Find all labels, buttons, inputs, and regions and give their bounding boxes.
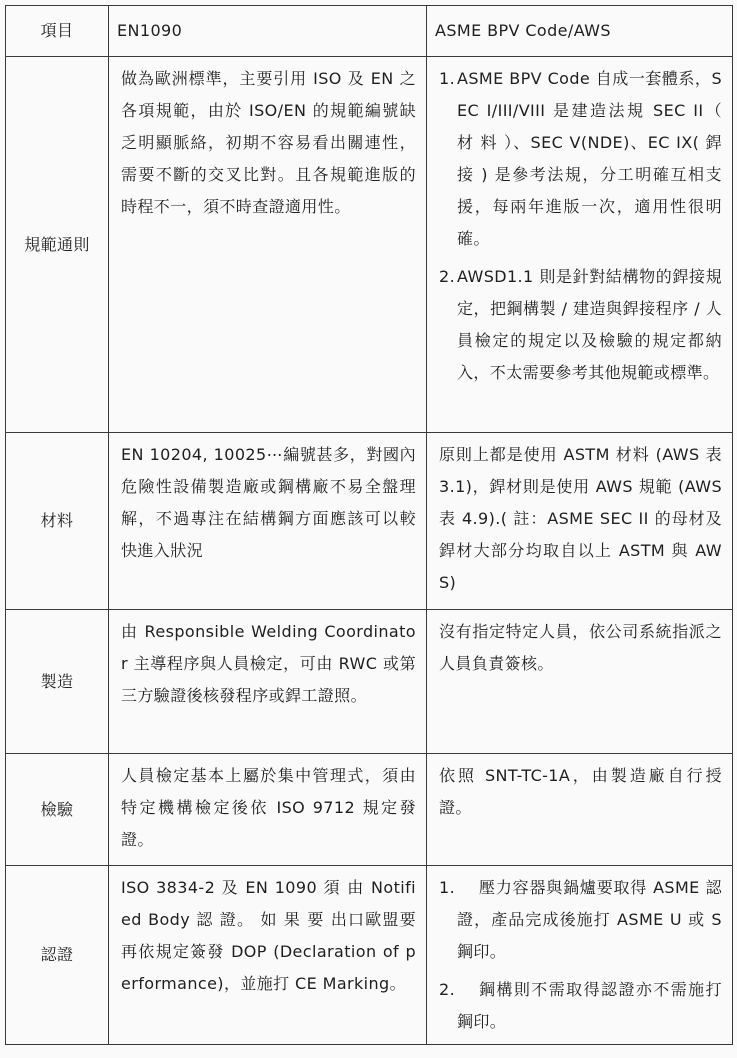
en1090-cell: EN 10204, 10025⋯編號甚多，對國內危險性設備製造廠或鋼構廠不易全盤理解，不過專注在結構鋼方面應該可以較快進入狀況 <box>109 433 427 610</box>
item-number: 1. <box>439 878 456 897</box>
asme-cell: 原則上都是使用 ASTM 材料 (AWS 表 3.1)，銲材則是使用 AWS 規範 (AWS 表 4.9).( 註：ASME SEC II 的母材及銲材大部分均取自以上 ASTM 與 AWS) <box>427 433 733 610</box>
list-item <box>439 872 722 968</box>
item-number: 1. <box>439 69 456 88</box>
row-category: 製造 <box>6 610 109 754</box>
asme-cell: 依照 SNT-TC-1A，由製造廠自行授證。 <box>427 754 733 866</box>
en1090-cell: 由 Responsible Welding Coordinator 主導程序與人員檢定，可由 RWC 或第三方驗證後核發程序或銲工證照。 <box>109 610 427 754</box>
row-category: 認證 <box>6 866 109 1045</box>
asme-cell <box>427 866 733 1045</box>
en1090-cell: 做為歐洲標準，主要引用 ISO 及 EN 之各項規範，由於 ISO/EN 的規範編號缺乏明顯脈絡，初期不容易看出關連性，需要不斷的交叉比對。且各規範進版的時程不一，須不時查證適用性。 <box>109 57 427 433</box>
item-text: 壓力容器與鍋爐要取得 ASME 認證，產品完成後施打 ASME U 或 S 鋼印。 <box>457 878 722 961</box>
asme-cell: 沒有指定特定人員，依公司系統指派之人員負責簽核。 <box>427 610 733 754</box>
row-category: 檢驗 <box>6 754 109 866</box>
en1090-cell: ISO 3834-2 及 EN 1090 須 由 Notified Body 認 證。 如 果 要 出口歐盟要再依規定簽發 DOP (Declaration of performance)，並施打 CE Marking。 <box>109 866 427 1045</box>
en1090-cell: 人員檢定基本上屬於集中管理式，須由特定機構檢定後依 ISO 9712 規定發證。 <box>109 754 427 866</box>
header-item: 項目 <box>6 6 109 57</box>
item-number: 2. <box>439 267 456 286</box>
table-row <box>6 610 733 754</box>
item-number: 2. <box>439 980 456 999</box>
list-item <box>439 261 722 389</box>
table-row <box>6 866 733 1045</box>
comparison-table <box>5 5 733 1045</box>
list-item <box>439 63 722 255</box>
table-row <box>6 754 733 866</box>
row-category: 規範通則 <box>6 57 109 433</box>
item-text: ASME BPV Code 自成一套體系，SEC I/III/VIII 是建造法規 SEC II（ 材 料 ）、SEC V(NDE)、EC IX( 銲接 ) 是參考法規，分工明確互相支援，每兩年進版一次，適用性很明確。 <box>457 69 722 248</box>
header-row <box>6 6 733 57</box>
asme-cell <box>427 57 733 433</box>
row-category: 材料 <box>6 433 109 610</box>
list-item <box>439 974 722 1038</box>
header-asme-aws: ASME BPV Code/AWS <box>427 6 733 57</box>
header-en1090: EN1090 <box>109 6 427 57</box>
item-text: AWSD1.1 則是針對結構物的銲接規定，把鋼構製 / 建造與銲接程序 / 人員檢定的規定以及檢驗的規定都納入，不太需要參考其他規範或標準。 <box>457 267 722 382</box>
item-text: 鋼構則不需取得認證亦不需施打鋼印。 <box>457 980 722 1031</box>
table-row <box>6 433 733 610</box>
table-row <box>6 57 733 433</box>
